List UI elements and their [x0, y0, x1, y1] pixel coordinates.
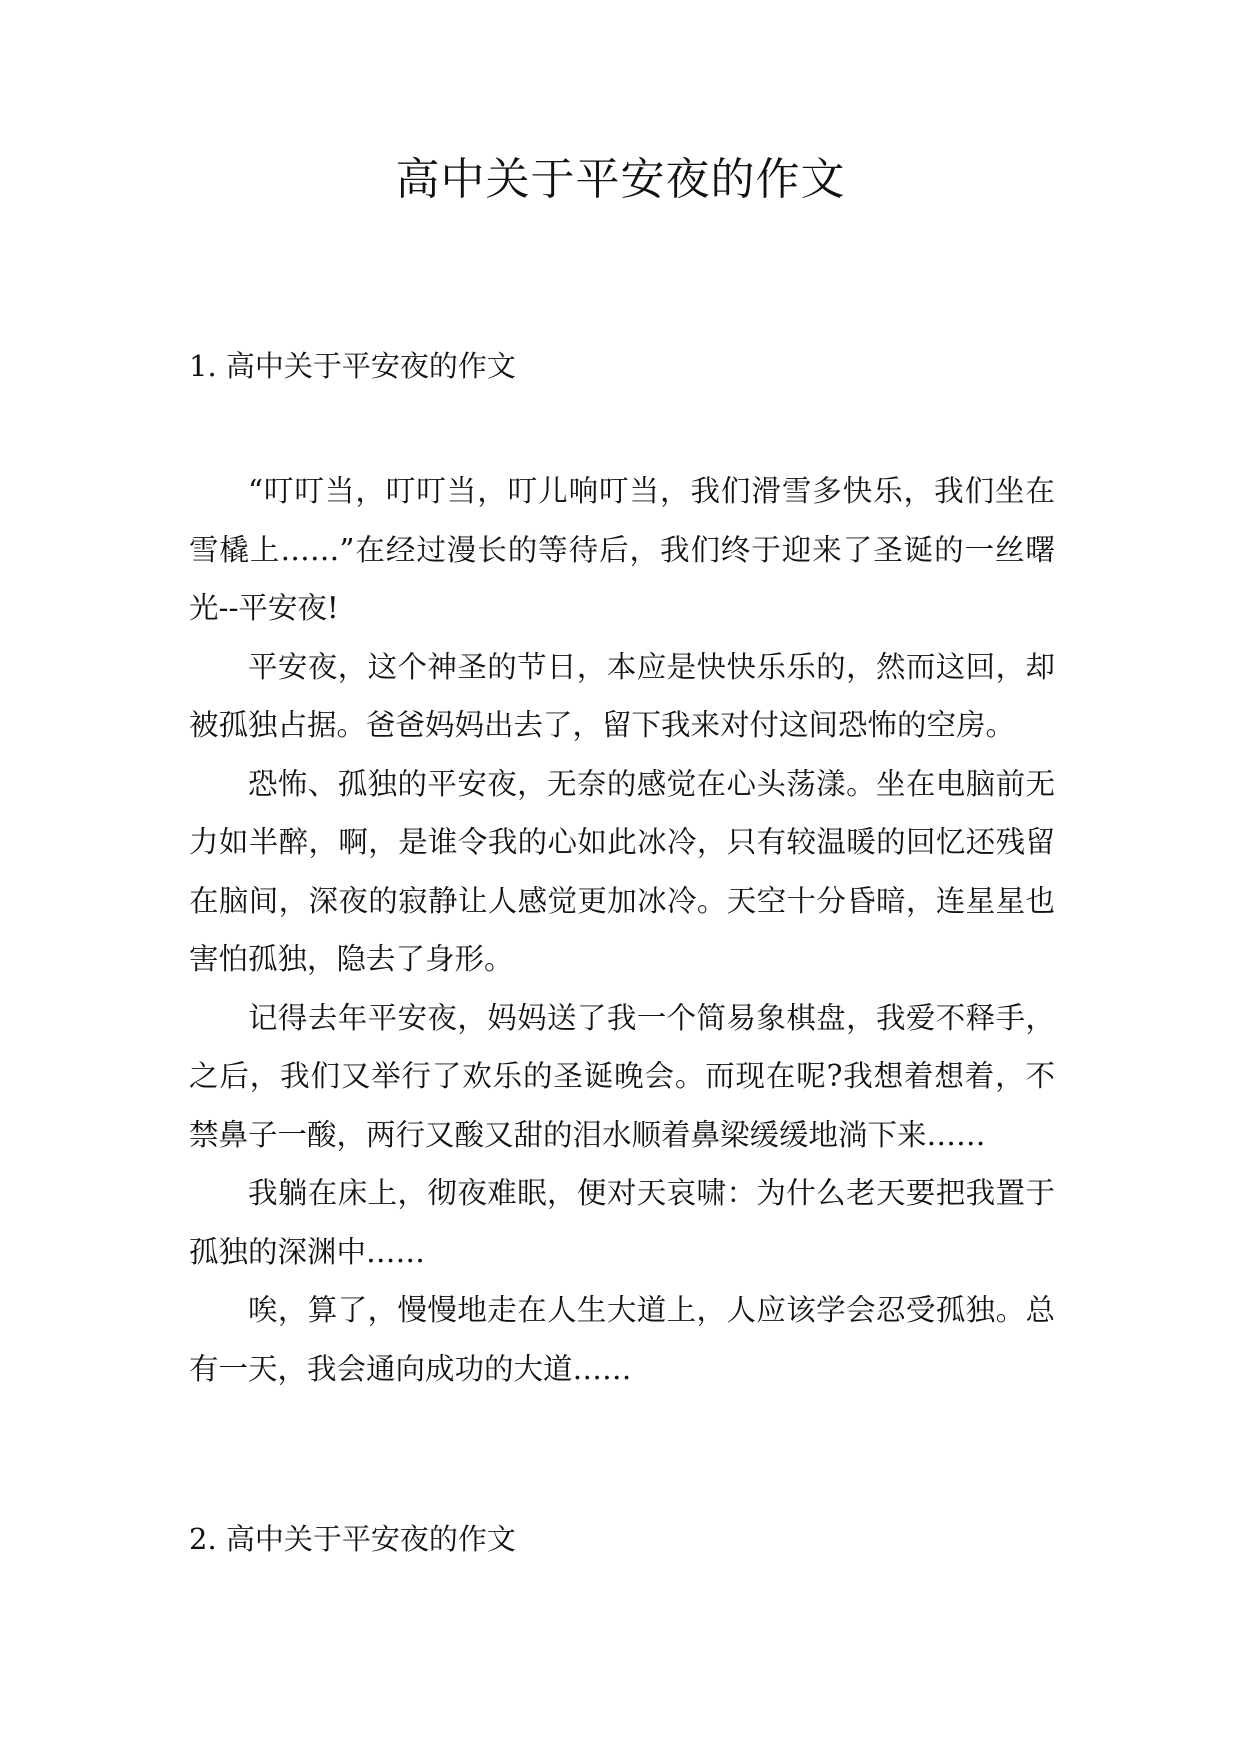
paragraph: 恐怖、孤独的平安夜，无奈的感觉在心头荡漾。坐在电脑前无力如半醉，啊，是谁令我的心如此冰冷，只有较温暖的回忆还残留在脑间，深夜的寂静让人感觉更加冰冷。天空十分昏暗，连星星也害怕孤独，隐去了身形。: [189, 766, 1055, 976]
paragraph: 唉，算了，慢慢地走在人生大道上，人应该学会忍受孤独。总有一天，我会通向成功的大道……: [189, 1293, 1055, 1386]
section-heading-2: 2. 高中关于平安夜的作文: [189, 1522, 516, 1556]
section-1-body: [189, 462, 1055, 1398]
paragraph: 记得去年平安夜，妈妈送了我一个简易象棋盘，我爱不释手，之后，我们又举行了欢乐的圣诞晚会。而现在呢?我想着想着，不禁鼻子一酸，两行又酸又甜的泪水顺着鼻梁缓缓地淌下来……: [189, 1000, 1055, 1152]
section-heading-1: 1. 高中关于平安夜的作文: [189, 349, 516, 383]
paragraph: 平安夜，这个神圣的节日，本应是快快乐乐的，然而这回，却被孤独占据。爸爸妈妈出去了，留下我来对付这间恐怖的空房。: [189, 649, 1055, 742]
paragraph: “叮叮当，叮叮当，叮儿响叮当，我们滑雪多快乐，我们坐在雪橇上……”在经过漫长的等待后，我们终于迎来了圣诞的一丝曙光--平安夜!: [189, 474, 1055, 625]
paragraph: 我躺在床上，彻夜难眠，便对天哀啸：为什么老天要把我置于孤独的深渊中……: [189, 1176, 1055, 1269]
document-title: 高中关于平安夜的作文: [395, 154, 846, 205]
